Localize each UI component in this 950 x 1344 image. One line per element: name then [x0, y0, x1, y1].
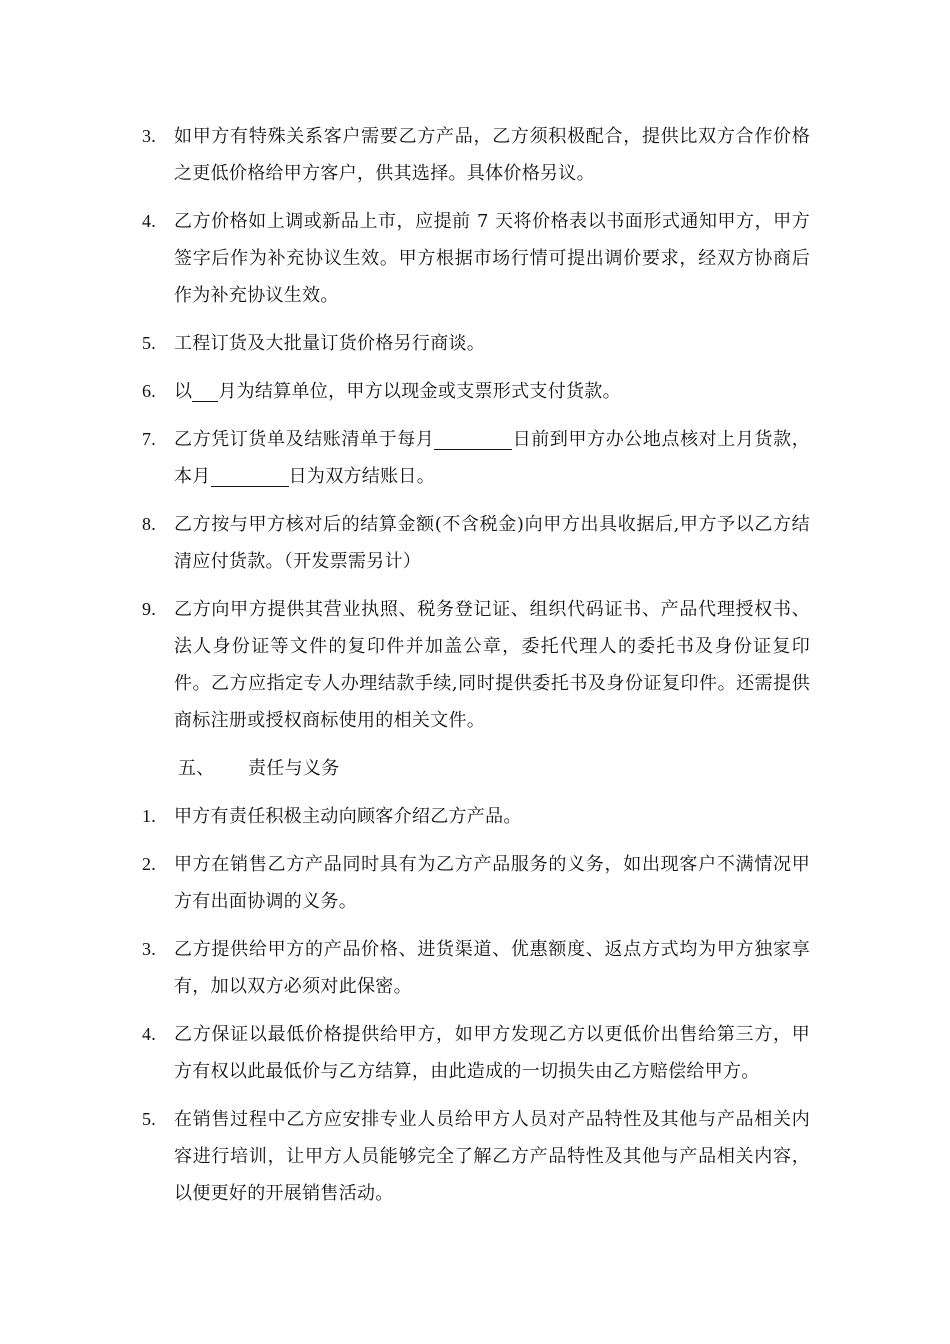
- clause-number: 8.: [142, 514, 157, 534]
- section-heading: [142, 750, 810, 787]
- clause-text-pre: 以: [174, 381, 193, 402]
- clause-text: 甲方有责任积极主动向顾客介绍乙方产品。: [174, 806, 522, 827]
- fill-in-blank: [211, 464, 289, 487]
- clause-item: [142, 118, 810, 192]
- clause-text-post: 月为结算单位，甲方以现金或支票形式支付货款。: [218, 381, 621, 402]
- clause-item: [142, 1101, 810, 1212]
- clause-text: 工程订货及大批量订货价格另行商谈。: [174, 333, 486, 354]
- clause-number: 5.: [142, 333, 157, 353]
- section-title: 责任与义务: [248, 758, 340, 779]
- clause-text: 乙方按与甲方核对后的结算金额(不含税金)向甲方出具收据后,甲方予以乙方结清应付货款。（开发票需另计）: [174, 514, 810, 572]
- clause-text: 乙方保证以最低价格提供给甲方，如甲方发现乙方以更低价出售给第三方，甲方有权以此最低价与乙方结算，由此造成的一切损失由乙方赔偿给甲方。: [174, 1024, 810, 1082]
- clause-text: 乙方向甲方提供其营业执照、税务登记证、组织代码证书、产品代理授权书、法人身份证等文件的复印件并加盖公章，委托代理人的委托书及身份证复印件。乙方应指定专人办理结款手续,同时提供委托书及身份证复印件。还需提供商标注册或授权商标使用的相关文件。: [174, 599, 810, 731]
- clause-text: 在销售过程中乙方应安排专业人员给甲方人员对产品特性及其他与产品相关内容进行培训，让甲方人员能够完全了解乙方产品特性及其他与产品相关内容，以便更好的开展销售活动。: [174, 1109, 810, 1204]
- clause-number: 3.: [142, 939, 157, 959]
- clause-text-pre: 乙方凭订货单及结账清单于每月: [174, 429, 435, 450]
- clause-number: 5.: [142, 1109, 157, 1129]
- clause-number: 6.: [142, 381, 157, 401]
- fill-in-blank: [192, 379, 218, 402]
- clause-number: 9.: [142, 599, 157, 619]
- clause-text-post: 日为双方结账日。: [288, 466, 436, 487]
- clause-item: [142, 203, 810, 314]
- clause-text: 乙方提供给甲方的产品价格、进货渠道、优惠额度、返点方式均为甲方独家享有，加以双方必须对此保密。: [174, 939, 810, 997]
- clause-number: 4.: [142, 1024, 157, 1044]
- clause-item: [142, 325, 810, 362]
- contract-body: [142, 118, 810, 1223]
- clause-item: [142, 591, 810, 739]
- clause-number: 3.: [142, 126, 157, 146]
- clause-text: 甲方在销售乙方产品同时具有为乙方产品服务的义务，如出现客户不满情况甲方有出面协调的义务。: [174, 854, 810, 912]
- clause-text: 乙方价格如上调或新品上市，应提前 7 天将价格表以书面形式通知甲方，甲方签字后作为补充协议生效。甲方根据市场行情可提出调价要求，经双方协商后作为补充协议生效。: [174, 211, 810, 306]
- clause-item: [142, 373, 810, 410]
- clause-text-mid: 日前到甲方办公地点核对上月货款，本月: [174, 429, 810, 487]
- clause-item: [142, 798, 810, 835]
- section-number: 五、: [178, 758, 215, 779]
- clause-item: [142, 846, 810, 920]
- clause-item: [142, 931, 810, 1005]
- fill-in-blank: [434, 427, 512, 450]
- clause-number: 7.: [142, 429, 157, 449]
- clause-text: 如甲方有特殊关系客户需要乙方产品，乙方须积极配合，提供比双方合作价格之更低价格给甲方客户，供其选择。具体价格另议。: [174, 126, 810, 184]
- clause-number: 4.: [142, 211, 157, 231]
- clause-item: [142, 421, 810, 495]
- clause-item: [142, 506, 810, 580]
- clause-number: 1.: [142, 806, 157, 826]
- clause-item: [142, 1016, 810, 1090]
- clause-number: 2.: [142, 854, 157, 874]
